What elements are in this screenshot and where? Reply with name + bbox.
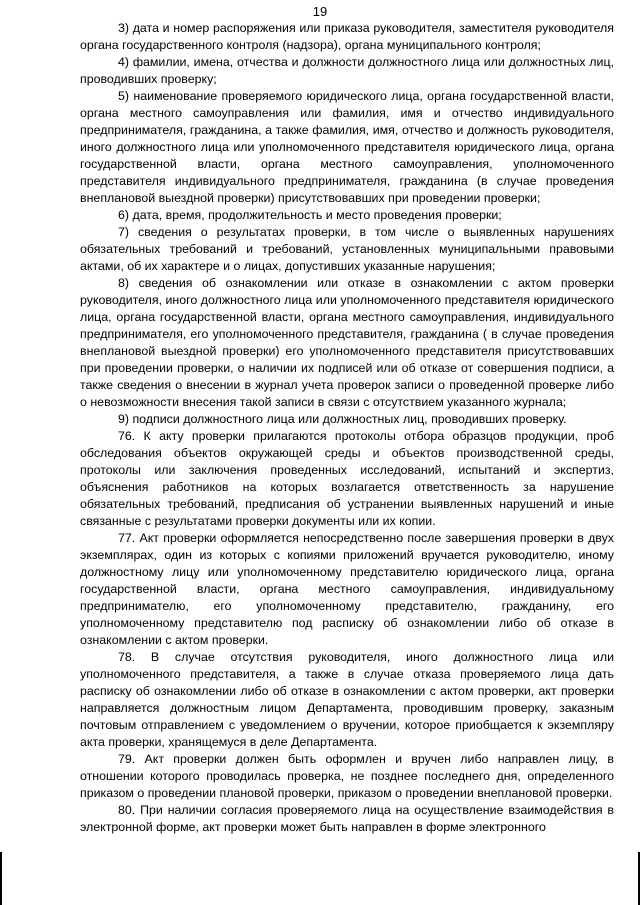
paragraph-item-9: 9) подписи должностного лица или должностных лиц, проводивших проверку. (118, 412, 567, 426)
paragraph-item-5: 5) наименование проверяемого юридического лица, органа государственной власти, органа местного самоуправления или фамилия, имя и отчество индивидуального предпринимателя, гражданина, а также фамилия, имя, отчество и должность руководителя, иного должностного лица или уполномоченного представителя юридического лица, органа государственной власти, органа местного самоуправления, уполномоченного представителя индивидуального предпринимателя, гражданина (в случае проведения внеплановой выездной проверки) присутствовавших при проведении проверки; (80, 89, 614, 205)
paragraph-80: 80. При наличии согласия проверяемого лица на осуществление взаимодействия в электронной форме, акт проверки может быть направлен в форме электронного (80, 803, 614, 834)
paragraph-item-6: 6) дата, время, продолжительность и место проведения проверки; (118, 208, 502, 222)
paragraph-item-3: 3) дата и номер распоряжения или приказа руководителя, заместителя руководителя органа государственного контроля (надзора), органа муниципального контроля; (80, 21, 614, 52)
paragraph-item-8: 8) сведения об ознакомлении или отказе в ознакомлении с актом проверки руководителя, иного должностного лица или уполномоченного представителя юридического лица, органа государственной власти, органа местного самоуправления, индивидуального предпринимателя, его уполномоченного представителя, гражданина ( в случае проведения внеплановой выездной проверки) его уполномоченного представителя присутствовавших при проведении проверки, о наличии их подписей или об отказе от совершения подписи, а также сведения о внесении в журнал учета проверок записи о проведенной проверке либо о невозможности внесения такой записи в связи с отсутствием указанного журнала; (80, 276, 614, 409)
paragraph-79: 79. Акт проверки должен быть оформлен и вручен либо направлен лицу, в отношении которого проводилась проверка, не позднее последнего дня, определенного приказом о проведении плановой проверки, приказом о проведении внеплановой проверки. (80, 752, 614, 800)
paragraph-item-4: 4) фамилии, имена, отчества и должности должностного лица или должностных лиц, проводивших проверку; (80, 55, 614, 86)
document-body (80, 20, 614, 836)
paragraph-78: 78. В случае отсутствия руководителя, иного должностного лица или уполномоченного представителя, а также в случае отказа проверяемого лица дать расписку об ознакомлении либо об отказе в ознакомлении с актом проверки, акт проверки направляется должностным лицом Департамента, проводившим проверку, заказным почтовым отправлением с уведомлением о вручении, которое приобщается к экземпляру акта проверки, хранящемуся в деле Департамента. (80, 650, 614, 749)
paragraph-76: 76. К акту проверки прилагаются протоколы отбора образцов продукции, проб обследования объектов окружающей среды и объектов производственной среды, протоколы или заключения проведенных исследований, испытаний и экспертиз, объяснения работников на которых возлагается ответственность за нарушение обязательных требований, предписания об устранении выявленных нарушений и иные связанные с результатами проверки документы или их копии. (80, 429, 614, 528)
scan-edge-left (0, 852, 2, 905)
paragraph-item-7: 7) сведения о результатах проверки, в том числе о выявленных нарушениях обязательных требований и требований, установленных муниципальными правовыми актами, об их характере и о лицах, допустивших указанные нарушения; (80, 225, 614, 273)
page-number: 19 (312, 4, 328, 19)
paragraph-77: 77. Акт проверки оформляется непосредственно после завершения проверки в двух экземплярах, один из которых с копиями приложений вручается руководителю, иному должностному лицу или уполномоченному представителю юридического лица, органа государственной власти, органа местного самоуправления, индивидуальному предпринимателю, его уполномоченному представителю, гражданину, его уполномоченному представителю под расписку об ознакомлении либо об отказе в ознакомлении с актом проверки. (80, 531, 614, 647)
